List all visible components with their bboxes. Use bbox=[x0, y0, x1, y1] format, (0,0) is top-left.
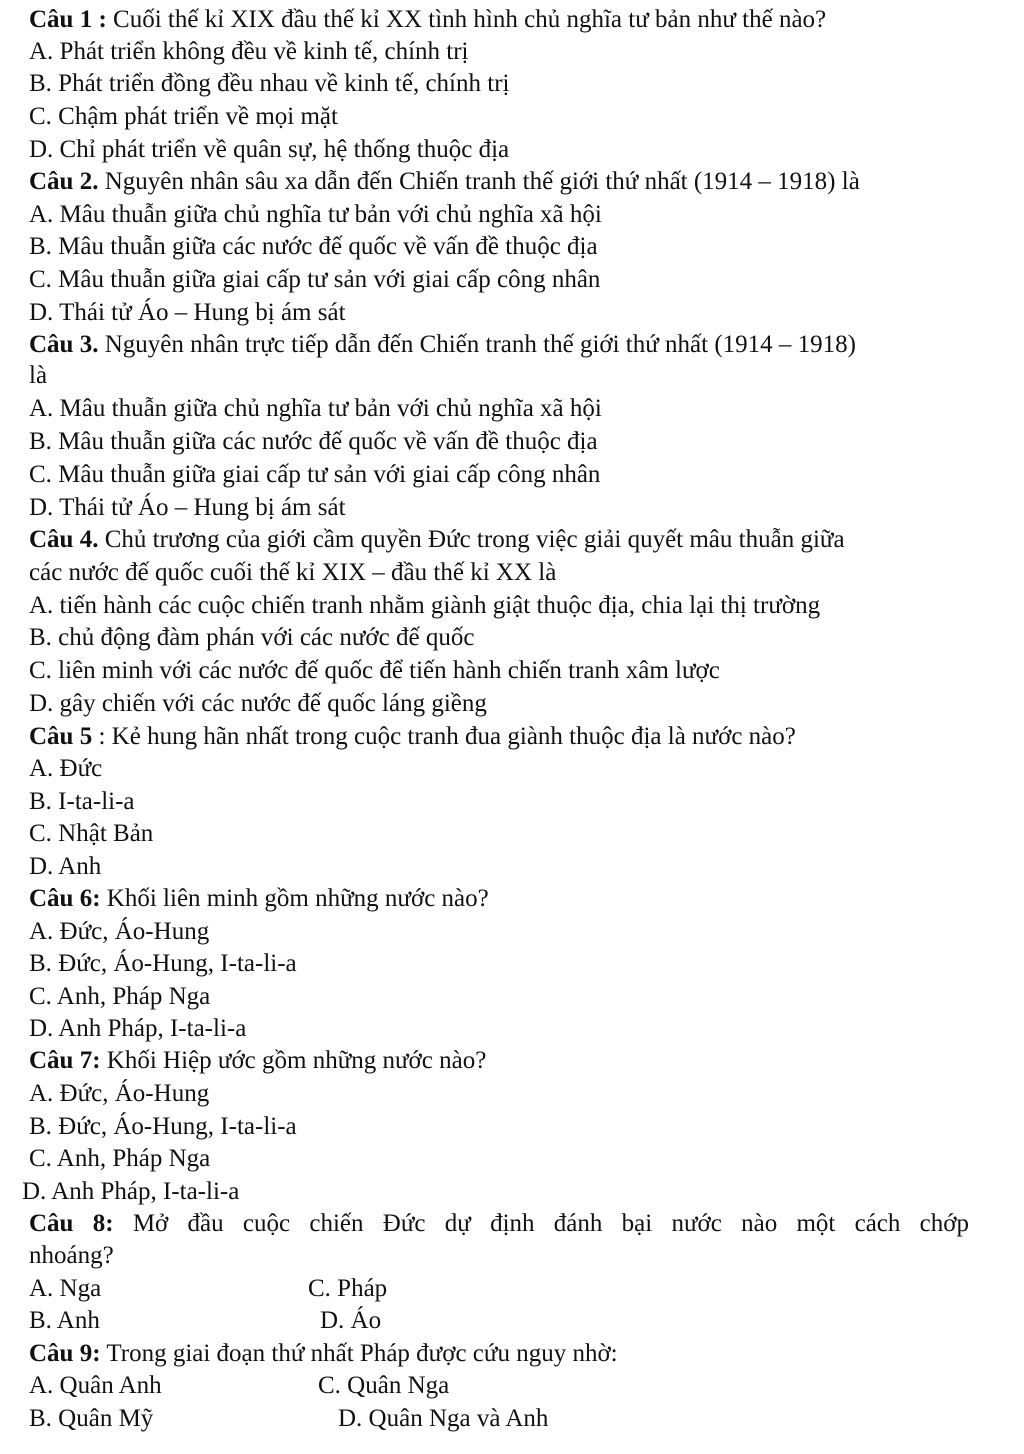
question-text: Mở đầu cuộc chiến Đức dự định đánh bại nước nào một cách chớp bbox=[113, 1210, 969, 1237]
question-7 bbox=[29, 1045, 486, 1077]
question-text: Chủ trương của giới cầm quyền Đức trong việc giải quyết mâu thuẫn giữa bbox=[98, 526, 845, 553]
question-text: Khối liên minh gồm những nước nào? bbox=[100, 885, 489, 912]
option-a: A. Mâu thuẫn giữa chủ nghĩa tư bản với chủ nghĩa xã hội bbox=[29, 395, 602, 422]
question-6 bbox=[29, 883, 489, 915]
question-5 bbox=[29, 721, 796, 753]
question-1 bbox=[29, 4, 826, 36]
option-b: B. Đức, Áo-Hung, I-ta-li-a bbox=[29, 950, 297, 977]
option-b: B. Quân Mỹ bbox=[29, 1405, 154, 1432]
question-label: Câu 5 bbox=[29, 723, 93, 750]
question-3-continued: là bbox=[29, 362, 48, 389]
question-text: Trong giai đoạn thứ nhất Pháp được cứu nguy nhờ: bbox=[100, 1340, 618, 1367]
question-label: Câu 1 : bbox=[29, 6, 107, 33]
option-c: C. liên minh với các nước đế quốc để tiến hành chiến tranh xâm lược bbox=[29, 657, 720, 684]
question-text: Cuối thế kỉ XIX đầu thế kỉ XX tình hình chủ nghĩa tư bản như thế nào? bbox=[106, 6, 827, 33]
option-a: A. Đức bbox=[29, 755, 103, 782]
question-text: Nguyên nhân trực tiếp dẫn đến Chiến tranh thế giới thứ nhất (1914 – 1918) bbox=[98, 331, 856, 358]
option-c: C. Chậm phát triển về mọi mặt bbox=[29, 103, 338, 130]
option-d: D. Thái tử Áo – Hung bị ám sát bbox=[29, 494, 346, 521]
option-c: C. Quân Nga bbox=[318, 1372, 450, 1399]
question-4-continued: các nước đế quốc cuối thế kỉ XIX – đầu thế kỉ XX là bbox=[29, 559, 557, 586]
option-c: C. Anh, Pháp Nga bbox=[29, 1145, 211, 1172]
option-b: B. chủ động đàm phán với các nước đế quốc bbox=[29, 624, 475, 651]
option-a: A. Quân Anh bbox=[29, 1372, 162, 1399]
option-b: B. Đức, Áo-Hung, I-ta-li-a bbox=[29, 1113, 297, 1140]
option-a: A. tiến hành các cuộc chiến tranh nhằm giành giật thuộc địa, chia lại thị trường bbox=[29, 592, 821, 619]
option-a: A. Phát triển không đều về kinh tế, chính trị bbox=[29, 38, 469, 65]
option-b: B. Mâu thuẫn giữa các nước đế quốc về vấn đề thuộc địa bbox=[29, 428, 598, 455]
question-label: Câu 2. bbox=[29, 168, 99, 195]
option-d: D. Thái tử Áo – Hung bị ám sát bbox=[29, 299, 346, 326]
option-d: D. Quân Nga và Anh bbox=[338, 1405, 549, 1432]
question-label: Câu 8: bbox=[29, 1210, 114, 1237]
option-b: B. Phát triển đồng đều nhau về kinh tế, chính trị bbox=[29, 70, 510, 97]
question-label: Câu 4. bbox=[29, 526, 99, 553]
option-d: D. Chỉ phát triển về quân sự, hệ thống thuộc địa bbox=[29, 136, 510, 163]
option-d: D. Áo bbox=[320, 1307, 382, 1334]
question-label: Câu 7: bbox=[29, 1047, 101, 1074]
option-c: C. Mâu thuẫn giữa giai cấp tư sản với giai cấp công nhân bbox=[29, 266, 601, 293]
question-4 bbox=[29, 524, 845, 556]
option-c: C. Mâu thuẫn giữa giai cấp tư sản với giai cấp công nhân bbox=[29, 461, 601, 488]
option-c: C. Pháp bbox=[308, 1275, 388, 1302]
question-text: Khối Hiệp ước gồm những nước nào? bbox=[100, 1047, 487, 1074]
option-b: B. Anh bbox=[29, 1307, 100, 1334]
option-a: A. Mâu thuẫn giữa chủ nghĩa tư bản với chủ nghĩa xã hội bbox=[29, 201, 602, 228]
option-a: A. Nga bbox=[29, 1275, 102, 1302]
question-label: Câu 3. bbox=[29, 331, 99, 358]
question-3 bbox=[29, 329, 856, 361]
option-b: B. I-ta-li-a bbox=[29, 788, 135, 815]
question-8-continued: nhoáng? bbox=[29, 1242, 114, 1269]
question-label: Câu 9: bbox=[29, 1340, 101, 1367]
option-b: B. Mâu thuẫn giữa các nước đế quốc về vấn đề thuộc địa bbox=[29, 233, 598, 260]
option-d: D. gây chiến với các nước đế quốc láng giềng bbox=[29, 690, 487, 717]
question-text: Nguyên nhân sâu xa dẫn đến Chiến tranh thế giới thứ nhất (1914 – 1918) là bbox=[98, 168, 860, 195]
question-2 bbox=[29, 166, 860, 198]
option-a: A. Đức, Áo-Hung bbox=[29, 918, 210, 945]
question-9 bbox=[29, 1338, 618, 1370]
option-a: A. Đức, Áo-Hung bbox=[29, 1080, 210, 1107]
option-d: D. Anh bbox=[29, 853, 102, 880]
question-label: Câu 6: bbox=[29, 885, 101, 912]
question-8 bbox=[29, 1208, 969, 1240]
option-d: D. Anh Pháp, I-ta-li-a bbox=[22, 1178, 240, 1205]
option-c: C. Anh, Pháp Nga bbox=[29, 983, 211, 1010]
option-c: C. Nhật Bản bbox=[29, 820, 154, 847]
option-d: D. Anh Pháp, I-ta-li-a bbox=[29, 1015, 247, 1042]
question-text: : Kẻ hung hãn nhất trong cuộc tranh đua giành thuộc địa là nước nào? bbox=[92, 723, 796, 750]
